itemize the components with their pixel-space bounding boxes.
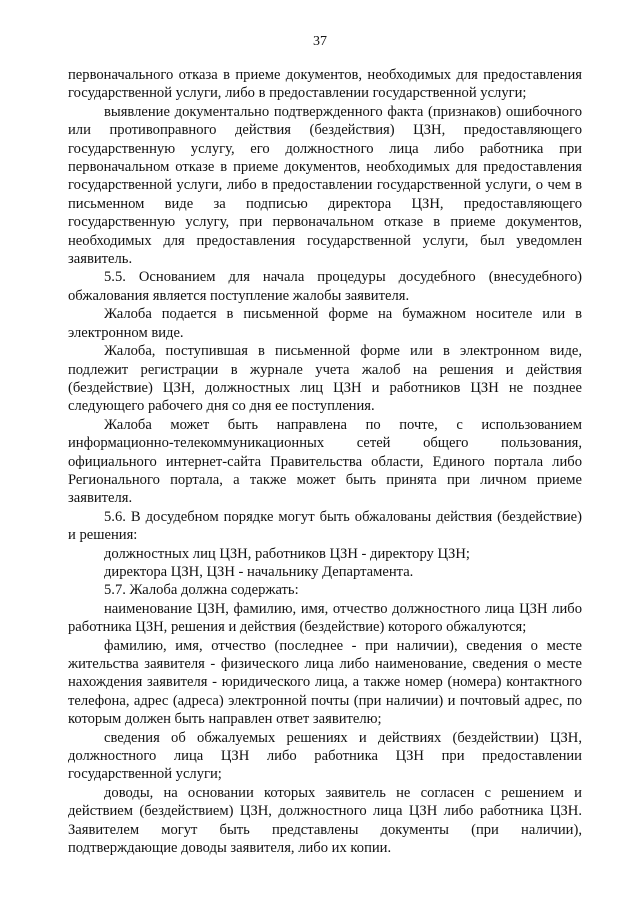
paragraph-8: должностных лиц ЦЗН, работников ЦЗН - директору ЦЗН; — [104, 545, 470, 562]
paragraph-14: доводы, на основании которых заявитель не согласен с решением и действием (бездействием) ЦЗН, должностного лица ЦЗН либо работника ЦЗН. Заявителем могут быть представлены документы (при наличии), подтверждающие доводы заявителя, либо их копии. — [68, 784, 582, 857]
paragraph-6: Жалоба может быть направлена по почте, с использованием информационно-телекоммуникационных сетей общего пользования, официального интернет-сайта Правительства области, Единого портала либо Регионального портала, а также может быть принята при личном приеме заявителя. — [68, 416, 582, 507]
paragraph-2: выявление документально подтвержденного факта (признаков) ошибочного или противоправного действия (бездействия) ЦЗН, предоставляющего государственную услугу, его должностного лица либо работника при первоначальном отказе в приеме документов, необходимых для предоставления государственной услуги, либо в предоставлении государственной услуги, о чем в письменном виде за подписью директора ЦЗН, предоставляющего государственную услугу, при первоначальном отказе в приеме документов, необходимых для предоставления государственной услуги, был уведомлен заявитель. — [68, 103, 582, 268]
page-number: 37 — [313, 34, 327, 49]
paragraph-1: первоначального отказа в приеме документов, необходимых для предоставления государственной услуги, либо в предоставлении государственной услуги; — [68, 67, 582, 102]
paragraph-13: сведения об обжалуемых решениях и действиях (бездействии) ЦЗН, должностного лица ЦЗН либо работника ЦЗН при предоставлении государственной услуги; — [68, 729, 582, 783]
paragraph-5: Жалоба, поступившая в письменной форме или в электронном виде, подлежит регистрации в журнале учета жалоб на решения и действия (бездействие) ЦЗН, должностных лиц ЦЗН и работников ЦЗН не позднее следующего рабочего дня со дня ее поступления. — [68, 343, 582, 415]
document-body — [68, 66, 582, 857]
paragraph-3: 5.5. Основанием для начала процедуры досудебного (внесудебного) обжалования является поступление жалобы заявителя. — [68, 269, 582, 304]
paragraph-12: фамилию, имя, отчество (последнее - при наличии), сведения о месте жительства заявителя - физического лица либо наименование, сведения о месте нахождения заявителя - юридического лица, а также номер (номера) контактного телефона, адрес (адреса) электронной почты (при наличии) и почтовый адрес, по которым должен быть направлен ответ заявителю; — [68, 637, 582, 728]
paragraph-9: директора ЦЗН, ЦЗН - начальнику Департамента. — [104, 563, 414, 580]
paragraph-10: 5.7. Жалоба должна содержать: — [104, 582, 299, 599]
paragraph-11: наименование ЦЗН, фамилию, имя, отчество должностного лица ЦЗН либо работника ЦЗН, решения и действия (бездействие) которого обжалуются; — [68, 600, 582, 636]
paragraph-4: Жалоба подается в письменной форме на бумажном носителе или в электронном виде. — [68, 306, 582, 341]
paragraph-7: 5.6. В досудебном порядке могут быть обжалованы действия (бездействие) и решения: — [68, 508, 582, 544]
